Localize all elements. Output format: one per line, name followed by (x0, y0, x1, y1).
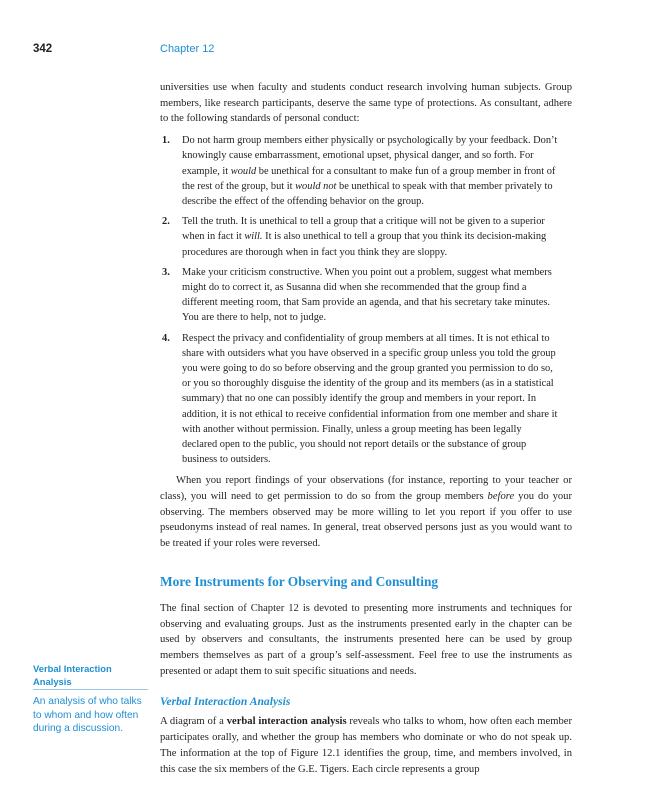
standard-text: Respect the privacy and confidentiality of group members at all times. It is not ethical to share with outsiders what you have observed in a specific group unless you told the group you were going to do so before observing and the group granted you permission to do so, or you so thoroughly disguise the identity of the group and its members (as in a statistical summary) that no one can possibly identify the group and members in your report. In addition, it is not ethical to receive confidential information from one member and share it with another without permission. Finally, unless a group meeting has been legally declared open to the public, you should not report details or the substance of group business to outsiders. (182, 332, 558, 466)
key-term: verbal interaction analysis (226, 716, 347, 728)
subheading: Verbal Interaction Analysis (160, 695, 291, 709)
standard-number: 2. (162, 216, 170, 228)
main-text-column (160, 80, 572, 777)
standard-text: would not (295, 180, 337, 192)
standard-text: Do not harm group members either physically or psychologically by your feedback. Don’t knowingly cause embarrassment, emotional upset, physical danger, and so forth. For example, it (182, 135, 558, 177)
standard-item (160, 331, 572, 468)
report-paragraph (160, 473, 572, 552)
standard-text: be unethical for a consultant to make fun of a group member in front of the rest of the group, but it (182, 165, 556, 192)
page-number: 342 (33, 43, 53, 55)
standard-number: 1. (162, 135, 170, 147)
report-text-2: you do your observing. The members observed may be more willing to let you report if you offer to use pseudonyms instead of real names. In general, treat observed persons just as you would want to be treated if your roles were reversed. (160, 491, 572, 550)
standard-text: It is also unethical to tell a group that you think its decision-making procedures are thorough when in fact you think they are sloppy. (182, 231, 547, 258)
section-paragraph: The final section of Chapter 12 is devoted to presenting more instruments and techniques for observing and evaluating groups. Just as the instruments presented early in the chapter can be used by observers and consultants, the instruments presented here can be used by group members themselves as part of a group’s self-assessment. Feel free to use the instruments as presented or adapt them to suit specific situations and needs. (160, 602, 572, 677)
section-heading: More Instruments for Observing and Consulting (160, 573, 439, 589)
chapter-label: Chapter 12 (160, 43, 215, 55)
standard-item (160, 133, 572, 209)
standard-number: 3. (162, 266, 170, 278)
va-text-2: reveals who talks to whom, how often each member participates orally, and whether the group has members who dominate or who do not speak up. The information at the top of Figure 12.1 identifies the group, time, and members involved, in this case the six members of the G.E. Tigers. Each circle represents a group (160, 716, 572, 775)
intro-paragraph: universities use when faculty and students conduct research involving human subjects. Group members, like research participants, deserve the same type of protections. As consultant, adhere to the following standards of personal conduct: (160, 82, 572, 125)
standard-text: Make your criticism constructive. When you point out a problem, suggest what members might do to correct it, as Susanna did when she recommended that the group find a different meeting room, that Sam provide an agenda, and that his secretary take minutes. You are there to help, not to judge. (182, 266, 552, 324)
margin-definition-text: An analysis of who talks to whom and how often during a discussion. (33, 696, 142, 735)
va-text-1: A diagram of a (160, 716, 227, 728)
standard-text: will. (244, 231, 263, 243)
conduct-standards-list (160, 133, 572, 467)
verbal-analysis-paragraph (160, 714, 572, 777)
report-emphasis: before (487, 491, 515, 503)
standard-item (160, 265, 572, 326)
margin-term: Verbal Interaction Analysis (33, 662, 148, 690)
standard-text: be unethical to speak with that member privately to describe the effect of the offending behavior on the group. (182, 180, 553, 207)
standard-number: 4. (162, 332, 170, 344)
standard-text: would (230, 165, 257, 177)
standard-text: Tell the truth. It is unethical to tell a group that a critique will not be given to a superior when in fact it (182, 216, 545, 243)
standard-item (160, 214, 572, 260)
running-header (33, 43, 645, 59)
report-text-1: When you report findings of your observations (for instance, reporting to your teacher or class), you will need to get permission to do so from the group members (160, 475, 572, 503)
margin-definition (33, 662, 148, 736)
